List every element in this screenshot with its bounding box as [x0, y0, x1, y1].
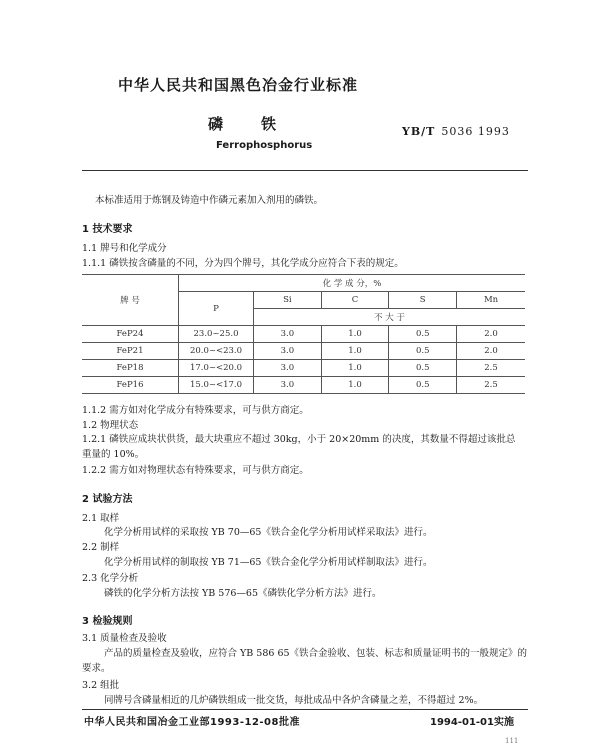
english-title: Ferrophosphorus	[216, 140, 313, 151]
section-2-1: 2.1 取样	[82, 513, 120, 524]
standard-code: 5036 1993	[441, 125, 510, 138]
table-row	[82, 343, 525, 360]
cell-s: 0.5	[389, 360, 457, 377]
cell-grade: FeP21	[82, 343, 179, 360]
section-3-title: 3 检验规则	[82, 616, 133, 627]
composition-table	[82, 274, 525, 394]
cell-c: 1.0	[321, 360, 389, 377]
header-s: S	[389, 292, 457, 309]
intro-paragraph: 本标准适用于炼钢及铸造中作磷元素加入剂用的磷铁。	[95, 195, 324, 206]
section-2-2-text: 化学分析用试样的制取按 YB 71—65《铁合金化学分析用试样制取法》进行。	[104, 557, 433, 568]
page-number: 111	[505, 737, 519, 745]
header-divider	[82, 170, 528, 171]
cell-s: 0.5	[389, 377, 457, 394]
section-2-2: 2.2 制样	[82, 542, 120, 553]
cell-si: 3.0	[254, 343, 322, 360]
section-1-1: 1.1 牌号和化学成分	[82, 243, 167, 254]
cell-p: 15.0~<17.0	[179, 377, 254, 394]
footer-divider	[82, 709, 528, 710]
document-title: 磷铁	[208, 115, 315, 133]
table-row	[82, 360, 525, 377]
cell-c: 1.0	[321, 377, 389, 394]
section-1-2-1-line1: 1.2.1 磷铁应成块状供货，最大块重应不超过 30kg，小于 20×20mm 的决度，其数量不得超过该批总	[82, 434, 516, 445]
section-3-1-line1: 产品的质量检查及验收，应符合 YB 586 65《铁合金验收、包装、标志和质量证明书的一般规定》的	[104, 648, 528, 659]
cell-mn: 2.0	[457, 343, 525, 360]
section-1-2-2: 1.2.2 需方如对物理状态有特殊要求，可与供方商定。	[82, 465, 309, 476]
header-p: P	[179, 292, 254, 326]
cell-si: 3.0	[254, 360, 322, 377]
header-chemical-composition: 化 学 成 分，%	[179, 275, 526, 292]
section-2-3-text: 磷铁的化学分析方法按 YB 576—65《磷铁化学分析方法》进行。	[104, 588, 382, 599]
cell-grade: FeP24	[82, 326, 179, 343]
header-grade: 牌 号	[82, 275, 179, 326]
cell-c: 1.0	[321, 343, 389, 360]
org-header: 中华人民共和国黑色冶金行业标准	[118, 76, 359, 94]
cell-c: 1.0	[321, 326, 389, 343]
header-not-more-than: 不 大 于	[254, 309, 526, 326]
footer-approval: 中华人民共和国冶金工业部1993-12-08批准	[84, 717, 300, 728]
section-2-title: 2 试验方法	[82, 494, 133, 505]
cell-grade: FeP18	[82, 360, 179, 377]
cell-p: 17.0~<20.0	[179, 360, 254, 377]
section-1-2-1-line2: 重量的 10%。	[82, 449, 145, 460]
cell-mn: 2.5	[457, 377, 525, 394]
section-2-3: 2.3 化学分析	[82, 573, 139, 584]
header-mn: Mn	[457, 292, 525, 309]
header-c: C	[321, 292, 389, 309]
footer-effective-date: 1994-01-01实施	[430, 717, 514, 728]
standard-prefix: YB/T	[402, 125, 436, 138]
section-1-title: 1 技术要求	[82, 224, 133, 235]
cell-mn: 2.5	[457, 360, 525, 377]
table-row	[82, 377, 525, 394]
cell-p: 23.0~25.0	[179, 326, 254, 343]
section-3-1-line2: 要求。	[82, 663, 111, 674]
cell-si: 3.0	[254, 326, 322, 343]
cell-si: 3.0	[254, 377, 322, 394]
cell-p: 20.0~<23.0	[179, 343, 254, 360]
cell-s: 0.5	[389, 326, 457, 343]
cell-mn: 2.0	[457, 326, 525, 343]
section-3-2-text: 同牌号含磷量相近的几炉磷铁组成一批交货，每批成品中各炉含磷量之差，不得超过 2%。	[104, 695, 484, 706]
section-1-2: 1.2 物理状态	[82, 420, 139, 431]
section-1-1-2: 1.1.2 需方如对化学成分有特殊要求，可与供方商定。	[82, 405, 309, 416]
header-si: Si	[254, 292, 322, 309]
section-3-1: 3.1 质量检查及验收	[82, 633, 167, 644]
cell-grade: FeP16	[82, 377, 179, 394]
section-3-2: 3.2 组批	[82, 680, 120, 691]
section-1-1-1: 1.1.1 磷铁按含磷量的不同，分为四个牌号，其化学成分应符合下表的规定。	[82, 258, 404, 269]
table-row	[82, 326, 525, 343]
cell-s: 0.5	[389, 343, 457, 360]
section-2-1-text: 化学分析用试样的采取按 YB 70—65《铁合金化学分析用试样采取法》进行。	[104, 527, 433, 538]
standard-number	[402, 125, 510, 138]
